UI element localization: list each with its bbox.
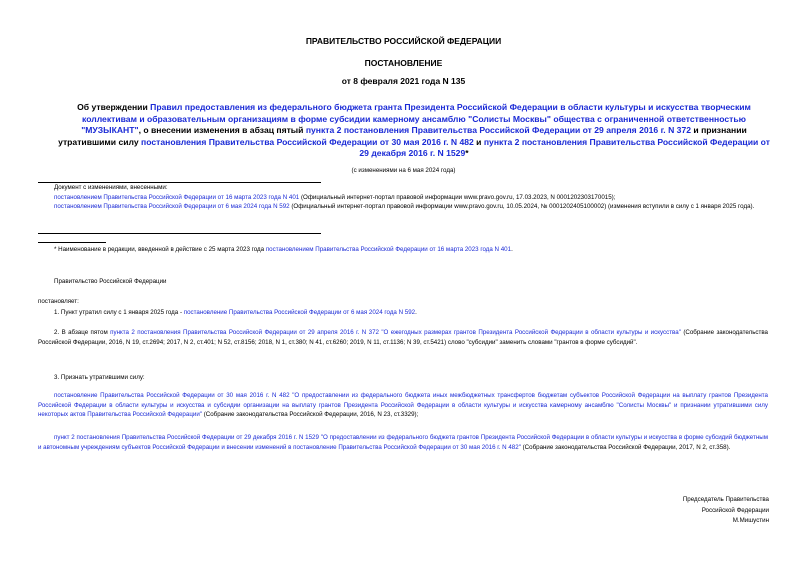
government-heading: ПРАВИТЕЛЬСТВО РОССИЙСКОЙ ФЕДЕРАЦИИ xyxy=(305,36,502,46)
government-line: Правительство Российской Федерации xyxy=(54,278,167,285)
paragraph-3: 3. Признать утратившими силу: xyxy=(54,374,145,381)
footnote xyxy=(38,245,768,255)
title-text: и признании утратившими силу xyxy=(58,125,747,147)
paragraph-2 xyxy=(38,328,768,347)
repealed-decree-1529-link[interactable]: пункт 2 постановления Правительства Российской Федерации от 29 декабря 2016 г. N 1529 "О предоставлении из федерального бюджета грантов Президента Российской Федерации в области культуры и искусства в форме субсидий бюджетным и автономным учреждениям субъектов Российской Федерации и внесении изменений в постановление Правительства Российской Федерации от 30 мая 2016 г. N 482" xyxy=(38,434,768,451)
title-text: Об утверждении xyxy=(77,102,151,112)
amendment-source: (Официальный интернет-портал правовой информации www.pravo.gov.ru, 10.05.2024, № 0001202405100002) (изменения вступили в силу с 1 января 2025 года). xyxy=(289,203,755,211)
changes-note: (с изменениями на 6 мая 2024 года) xyxy=(351,167,456,174)
paragraph-text: 2. В абзаце пятом xyxy=(54,329,111,336)
title-link-rules[interactable]: Правил предоставления из федерального бюджета гранта Президента Российской Федерации в области культуры и искусства творческим коллективам и образовательным организациям в форме субсидии камерному ансамблю "Солисты Москвы" общества с ограниченной ответственностью "МУЗЫКАНТ" xyxy=(81,102,751,135)
amendment-item xyxy=(38,193,768,203)
signature-title: Председатель Правительства xyxy=(682,496,769,503)
signature-block xyxy=(683,495,769,527)
amendments-intro: Документ с изменениями, внесенными: xyxy=(54,184,168,191)
date-number: от 8 февраля 2021 года N 135 xyxy=(341,76,466,86)
amendment-source: (Официальный интернет-портал правовой информации www.pravo.gov.ru, 17.03.2023, N 0001202303170015); xyxy=(299,193,616,201)
signature-name: М.Мишустин xyxy=(732,517,769,524)
decrees-line: постановляет: xyxy=(38,298,79,305)
paragraph-text: (Собрание законодательства Российской Федерации, 2017, N 2, ст.358). xyxy=(520,443,731,451)
footnote-text: * Наименование в редакции, введенной в действие с 25 марта 2023 года xyxy=(54,246,266,253)
title-link-decree-1529[interactable]: пункта 2 постановления Правительства Российской Федерации от 29 декабря 2016 г. N 1529 xyxy=(359,136,770,158)
paragraph-text: (Собрание законодательства Российской Федерации, 2016, N 23, ст.3329); xyxy=(201,411,419,419)
amendments-block xyxy=(38,183,768,212)
paragraph-text: 1. Пункт утратил силу с 1 января 2025 года - xyxy=(54,309,184,316)
amendment-link-592[interactable]: постановлением Правительства Российской Федерации от 6 мая 2024 года N 592 xyxy=(54,203,290,211)
signature-title: Российской Федерации xyxy=(701,506,769,514)
title-link-decree-482[interactable]: постановления Правительства Российской Федерации от 30 мая 2016 г. N 482 xyxy=(141,136,474,147)
repealed-decree-482-link[interactable]: постановление Правительства Российской Федерации от 30 мая 2016 г. N 482 "О предоставлении из федерального бюджета иных межбюджетных трансфертов бюджетам субъектов Российской Федерации на выплату грантов Президента Российской Федерации в области культуры и искусства и субсидии организации на выплату грантов Президента Российской Федерации в области культуры и искусства камерному ансамблю "Солисты Москвы" и признании утратившими силу некоторых актов Правительства Российской Федерации" xyxy=(38,392,768,419)
paragraph-2-link[interactable]: пункта 2 постановления Правительства Российской Федерации от 29 апреля 2016 г. N 372 "О ежегодных размерах грантов Президента Российской Федерации в области культуры и искусства" xyxy=(110,329,681,336)
paragraph-1 xyxy=(38,308,768,318)
title-link-decree-372[interactable]: пункта 2 постановления Правительства Российской Федерации от 29 апреля 2016 г. N 372 xyxy=(305,125,692,135)
document-title xyxy=(58,102,770,160)
document-type: ПОСТАНОВЛЕНИЕ xyxy=(364,58,443,68)
amendment-link-401[interactable]: постановлением Правительства Российской Федерации от 16 марта 2023 года N 401 xyxy=(54,193,300,201)
paragraph-3b xyxy=(38,433,768,452)
footnote-divider xyxy=(38,242,106,243)
paragraph-end: . xyxy=(415,309,417,316)
paragraph-1-link[interactable]: постановление Правительства Российской Федерации от 6 мая 2024 года N 592 xyxy=(183,309,416,316)
divider xyxy=(38,233,321,234)
title-text: , о внесении изменения в абзац пятый xyxy=(138,125,306,135)
paragraph-text: (Собрание законодательства Российской Федерации, 2016, N 19, ст.2694; 2017, N 2, ст.401; N 52, ст.8156; 2018, N 1, ст.380; N 41, ст.6260; 2019, N 11, ст.1136; N 39, ст.5421) слово "субсидии" заменить словами "грантов в форме субсидий". xyxy=(38,329,769,346)
paragraph-3a xyxy=(38,391,768,420)
footnote-link-401[interactable]: постановлением Правительства Российской Федерации от 16 марта 2023 года N 401 xyxy=(265,246,512,253)
title-text: и xyxy=(473,136,484,147)
amendment-item xyxy=(38,202,768,212)
footnote-end: . xyxy=(511,246,513,253)
title-asterisk: * xyxy=(465,148,469,158)
